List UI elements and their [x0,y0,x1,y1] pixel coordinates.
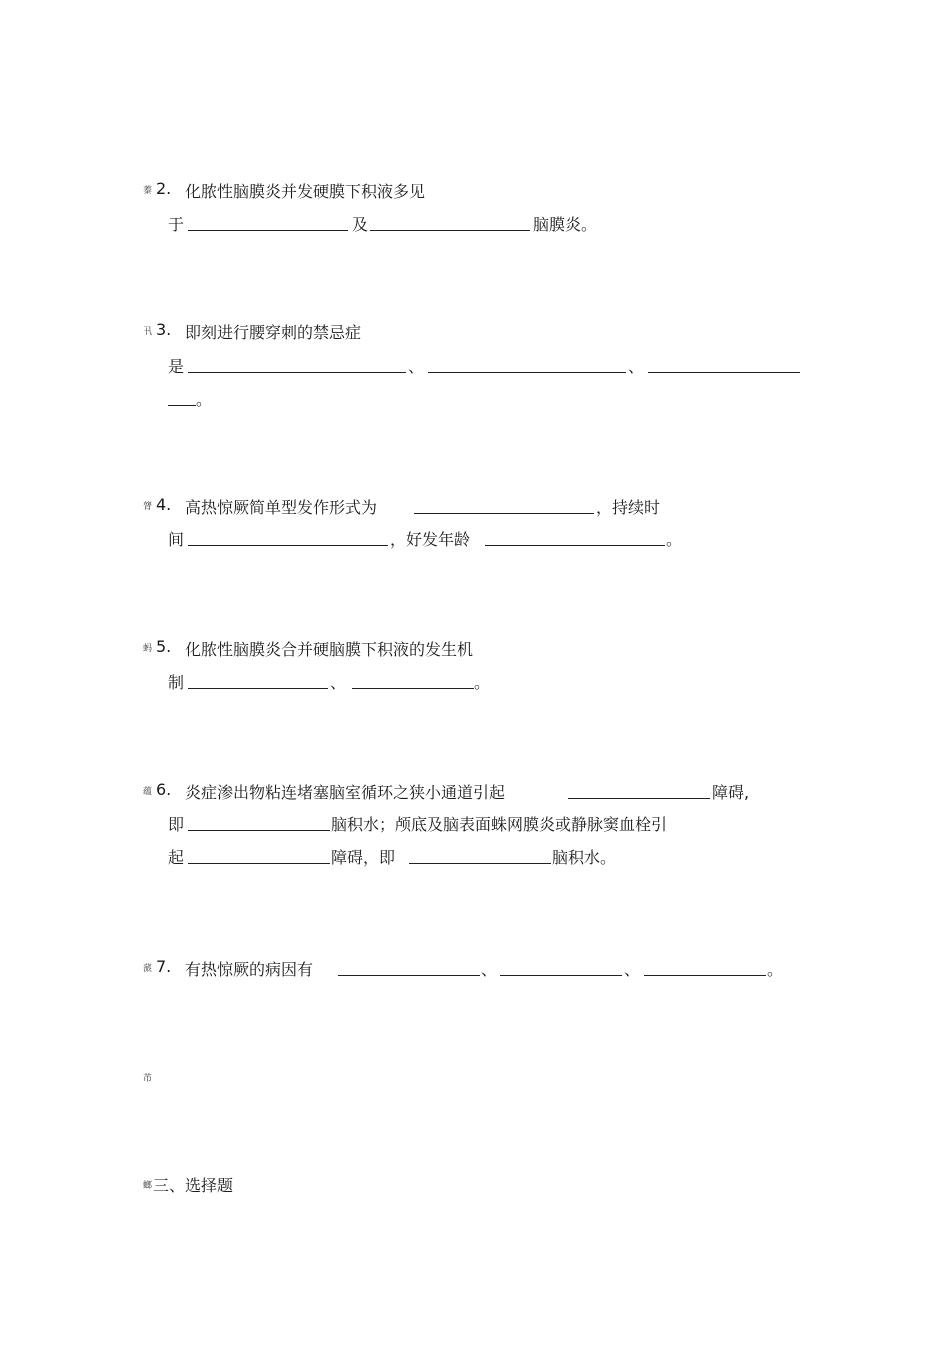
question-text: 。 [767,960,784,979]
question-stem: 化脓性脑膜炎并发硬膜下积液多见 [185,182,426,201]
answer-blank[interactable] [168,391,196,406]
question-text: 。 [474,673,491,692]
question-stem: 即刻进行腰穿刺的禁忌症 [185,323,362,342]
question-stem: 炎症渗出物粘连堵塞脑室循环之狭小通道引起 [185,783,506,802]
question-text: 障碍，即 [331,848,396,867]
question-number: 2. [156,179,172,198]
question-number: 3. [156,320,172,339]
question-text: 间 [168,530,185,549]
question-text: 及 [352,215,369,234]
answer-blank[interactable] [485,531,665,546]
question-text: 脑膜炎。 [533,215,598,234]
question-number: 5. [156,637,172,656]
margin-mark: 螂 [143,1181,153,1191]
question-text: ，持续时 [596,498,661,517]
answer-blank[interactable] [188,816,330,831]
answer-blank[interactable] [188,358,406,373]
answer-blank[interactable] [188,216,348,231]
question-number: 7. [156,957,172,976]
margin-mark: 蒎 [143,964,153,974]
question-stem: 有热惊厥的病因有 [185,960,314,979]
question-text: 、 [628,357,645,376]
margin-mark: 芇 [143,1074,153,1084]
question-text: 。 [666,530,683,549]
question-number: 4. [156,495,172,514]
answer-blank[interactable] [500,961,622,976]
answer-blank[interactable] [409,849,551,864]
question-text: 、 [408,357,425,376]
answer-blank[interactable] [644,961,766,976]
question-text: 、 [624,960,641,979]
question-stem: 化脓性脑膜炎合并硬脑膜下积液的发生机 [185,640,474,659]
answer-blank[interactable] [352,674,474,689]
answer-blank[interactable] [338,961,480,976]
question-text: 即 [168,815,185,834]
question-stem: 高热惊厥简单型发作形式为 [185,498,378,517]
margin-mark: 卂 [143,327,153,337]
margin-mark: 蕴 [143,787,153,797]
answer-blank[interactable] [188,531,388,546]
margin-mark: 膂 [143,502,153,512]
question-text: 。 [196,390,213,409]
answer-blank[interactable] [188,849,330,864]
question-text: 脑积水。 [552,848,617,867]
question-text: 于 [168,215,185,234]
question-text: 脑积水；颅底及脑表面蛛网膜炎或静脉窦血栓引 [331,815,668,834]
question-text: 是 [168,357,185,376]
answer-blank[interactable] [568,784,710,799]
question-text: 、 [481,960,498,979]
question-text: ，好发年龄 [390,530,471,549]
answer-blank[interactable] [370,216,530,231]
question-text: 障碍, [712,783,750,802]
margin-mark: 蚂 [143,644,153,654]
question-text: 制 [168,673,185,692]
answer-blank[interactable] [188,674,328,689]
question-text: 、 [330,673,347,692]
question-number: 6. [156,780,172,799]
section-title: 三、选择题 [153,1176,234,1195]
question-text: 起 [168,848,185,867]
answer-blank[interactable] [648,358,800,373]
margin-mark: 蓁 [143,186,153,196]
answer-blank[interactable] [428,358,626,373]
answer-blank[interactable] [414,499,594,514]
